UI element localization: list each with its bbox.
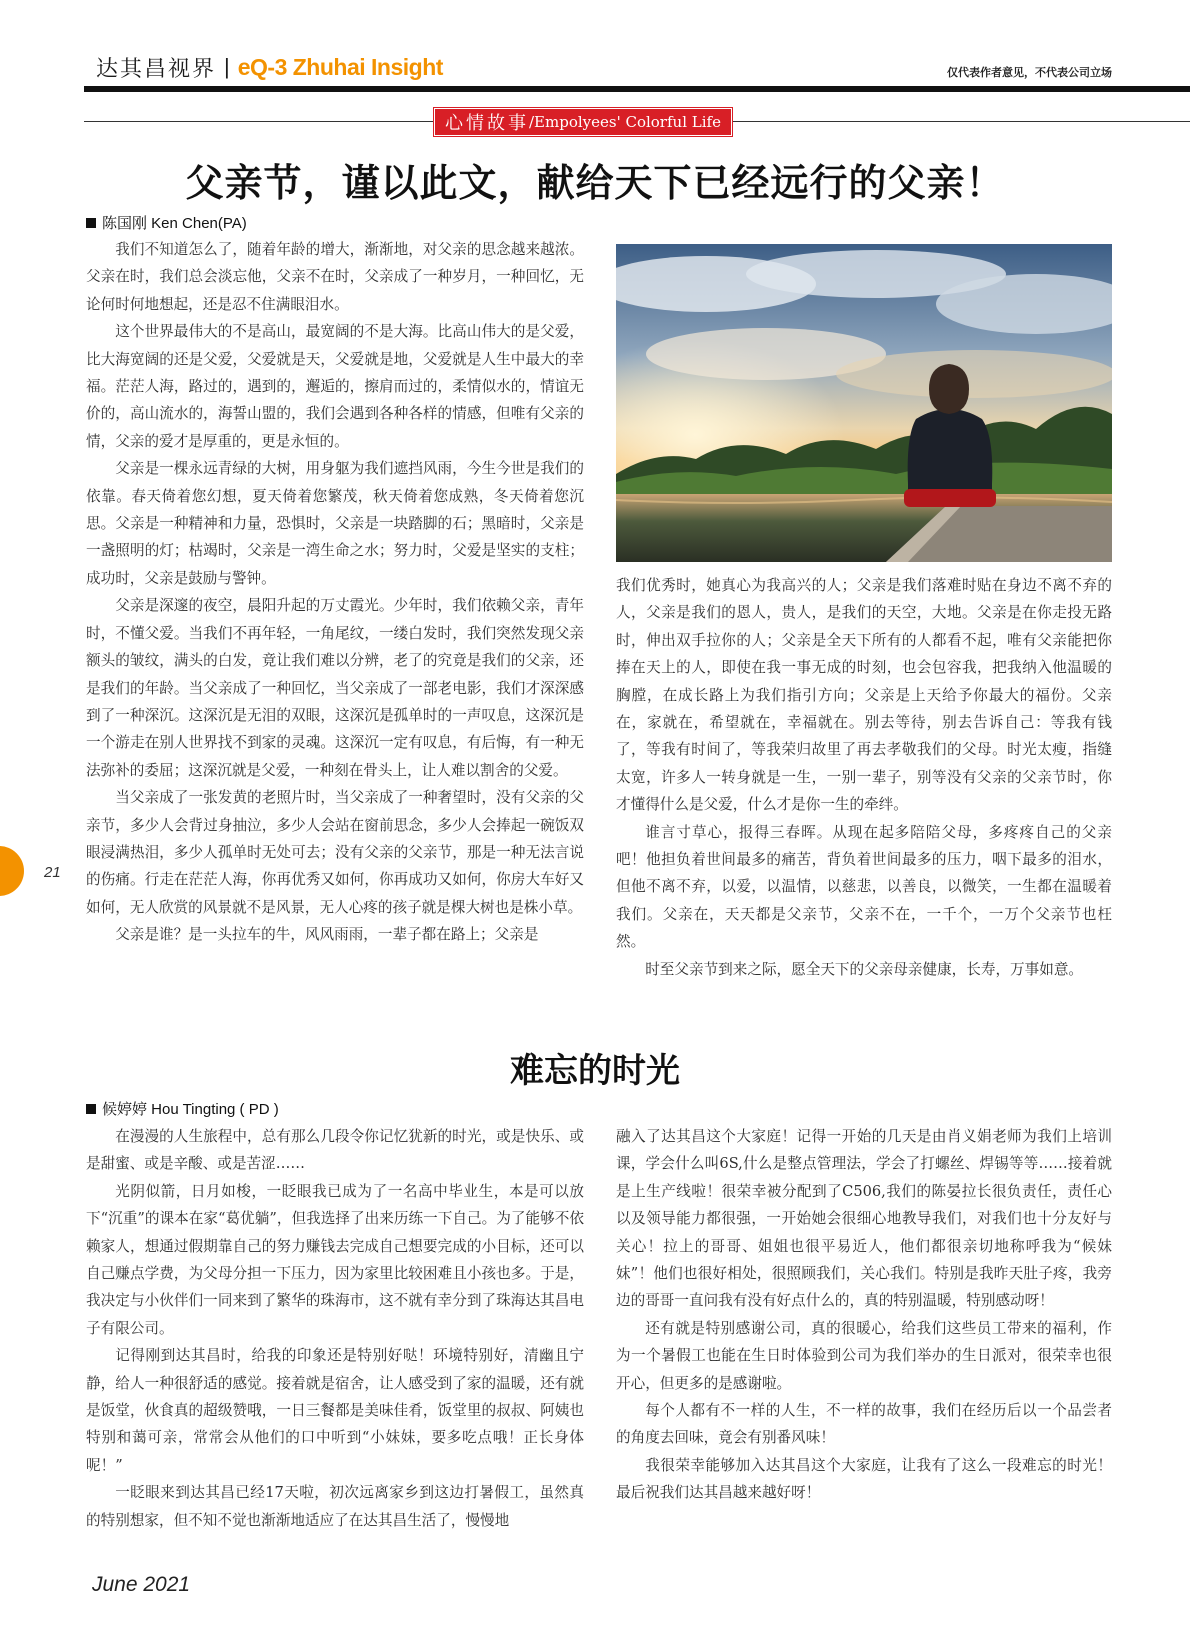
header-brand (96, 50, 443, 84)
section-banner-en: /Empolyees' Colorful Life (529, 113, 721, 131)
article1-paragraph: 父亲是一棵永远青绿的大树，用身躯为我们遮挡风雨，今生今世是我们的依靠。春天倚着您幻想，夏天倚着您繁茂，秋天倚着您成熟，冬天倚着您沉思。父亲是一种精神和力量，恐惧时，父亲是一块踏脚的石；黑暗时，父亲是一盏照明的灯；枯竭时，父亲是一湾生命之水；努力时，父爱是坚实的支柱；成功时，父亲是鼓励与警钟。 (86, 460, 584, 587)
article1-byline (86, 212, 247, 233)
article1-paragraph: 这个世界最伟大的不是高山，最宽阔的不是大海。比高山伟大的是父爱，比大海宽阔的还是父爱，父爱就是天，父爱就是地，父爱就是人生中最大的幸福。茫茫人海，路过的，遇到的，邂逅的，擦肩而过的，柔情似水的，情谊无价的，高山流水的，海誓山盟的，我们会遇到各种各样的情感，但唯有父亲的情，父亲的爱才是厚重的，更是永恒的。 (86, 323, 584, 450)
article1-right-column (616, 572, 1112, 1022)
header-rule (84, 86, 1190, 92)
page-number: 21 (44, 864, 61, 881)
brand-separator: | (224, 54, 230, 79)
article1-paragraph: 当父亲成了一张发黄的老照片时，当父亲成了一种奢望时，没有父亲的父亲节，多少人会背过身抽泣，多少人会站在窗前思念，多少人会捧起一碗饭双眼浸满热泪，多少人孤单时无处可去；没有父亲的父亲节，那是一种无法言说的伤痛。行走在茫茫人海，你再优秀又如何，你再成功又如何，你房大车好又如何，无人欣赏的风景就不是风景，无人心疼的孩子就是棵大树也是株小草。 (86, 789, 584, 916)
article1-paragraph: 我们优秀时，她真心为我高兴的人；父亲是我们落难时贴在身边不离不弃的人，父亲是我们的恩人，贵人，是我们的天空，大地。父亲是在你走投无路时，伸出双手拉你的人；父亲是全天下所有的人都看不起，唯有父亲能把你捧在天上的人，即使在我一事无成的时刻，也会包容我，把我纳入他温暖的胸膛，在成长路上为我们指引方向；父亲是上天给予你最大的福份。父亲在，家就在，希望就在，幸福就在。别去等待，别去告诉自己：等我有钱了，等我有时间了，等我荣归故里了再去孝敬我们的父母。时光太瘦，指缝太宽，许多人一转身就是一生，一别一辈子，别等没有父亲的父亲节时，你才懂得什么是父爱，什么才是你一生的牵绊。 (616, 577, 1112, 814)
article2-right-column (616, 1123, 1112, 1555)
photo-illustration (616, 244, 1112, 562)
article2-paragraph: 我很荣幸能够加入达其昌这个大家庭，让我有了这么一段难忘的时光！最后祝我们达其昌越来越好呀！ (616, 1456, 1112, 1502)
disclaimer: 仅代表作者意见，不代表公司立场 (947, 67, 1112, 79)
article2-byline (86, 1098, 279, 1119)
article1-title: 父亲节，谨以此文，献给天下已经远行的父亲！ (185, 160, 1005, 205)
brand-cn: 达其昌视界 (96, 56, 217, 82)
article2-paragraph: 融入了达其昌这个大家庭！记得一开始的几天是由肖义娟老师为我们上培训课，学会什么叫6S,什么是整点管理法，学会了打螺丝、焊锡等等……接着就是上生产线啦！很荣幸被分配到了C506,我们的陈晏拉长很负责任，责任心以及领导能力都很强，一开始她会很细心地教导我们，对我们也十分友好与关心！拉上的哥哥、姐姐也很平易近人，他们都很亲切地称呼我为“候妹妹”！他们也很好相处，很照顾我们，关心我们。特别是我昨天肚子疼，我旁边的哥哥一直问我有没有好点什么的，真的特别温暖，特别感动呀！ (616, 1128, 1112, 1310)
article1-left-column (86, 236, 584, 1016)
article1-paragraph: 父亲是谁？是一头拉车的牛，风风雨雨，一辈子都在路上；父亲是 (115, 926, 539, 944)
article1-paragraph: 父亲是深邃的夜空，晨阳升起的万丈霞光。少年时，我们依赖父亲，青年时，不懂父爱。当我们不再年轻，一角尾纹，一缕白发时，我们突然发现父亲额头的皱纹，满头的白发，竟让我们难以分辨，老了的究竟是我们的父亲，还是我们的年龄。当父亲成了一种回忆，当父亲成了一部老电影，我们才深深感到了一种深沉。这深沉是无泪的双眼，这深沉是孤单时的一声叹息，这深沉是一个游走在别人世界找不到家的灵魂。这深沉一定有叹息，有后悔，有一种无法弥补的委屈；这深沉就是父爱，一种刻在骨头上，让人难以割舍的父爱。 (86, 597, 584, 779)
issue-date: June 2021 (92, 1573, 191, 1596)
article2-paragraph: 每个人都有不一样的人生，不一样的故事，我们在经历后以一个品尝者的角度去回味，竟会有别番风味！ (616, 1402, 1112, 1447)
section-banner-cn: 心情故事 (445, 113, 529, 134)
article2-author: 候婷婷 Hou Tingting ( PD ) (102, 1101, 279, 1118)
article2-paragraph: 记得刚到达其昌时，给我的印象还是特别好哒！环境特别好，清幽且宁静，给人一种很舒适的感觉。接着就是宿舍，让人感受到了家的温暖，还有就是饭堂，伙食真的超级赞哦，一日三餐都是美味佳肴，饭堂里的叔叔、阿姨也特别和蔼可亲，常常会从他们的口中听到“小妹妹，要多吃点哦！正长身体呢！” (86, 1347, 584, 1474)
article1-paragraph: 时至父亲节到来之际，愿全天下的父亲母亲健康，长寿，万事如意。 (645, 960, 1084, 978)
article1-paragraph: 我们不知道怎么了，随着年龄的增大，渐渐地，对父亲的思念越来越浓。父亲在时，我们总会淡忘他，父亲不在时，父亲成了一种岁月，一种回忆，无论何时何地想起，还是忍不住满眼泪水。 (86, 241, 584, 313)
square-bullet-icon (86, 1104, 96, 1114)
section-banner (434, 108, 732, 136)
page-tab-marker (0, 846, 24, 896)
father-sunset-photo (616, 244, 1112, 562)
square-bullet-icon (86, 218, 96, 228)
article2-paragraph: 一眨眼来到达其昌已经17天啦，初次远离家乡到这边打暑假工，虽然真的特别想家，但不知不觉也渐渐地适应了在达其昌生活了，慢慢地 (86, 1484, 584, 1529)
article1-paragraph: 谁言寸草心，报得三春晖。从现在起多陪陪父母，多疼疼自己的父亲吧！他担负着世间最多的痛苦，背负着世间最多的压力，咽下最多的泪水，但他不离不弃，以爱，以温情，以慈悲，以善良，以微笑，一生都在温暖着我们。父亲在，天天都是父亲节，父亲不在，一千个，一万个父亲节也枉然。 (616, 823, 1112, 951)
article2-paragraph: 光阴似箭，日月如梭，一眨眼我已成为了一名高中毕业生，本是可以放下“沉重”的课本在家“葛优躺”，但我选择了出来历练一下自己。为了能够不依赖家人，想通过假期靠自己的努力赚钱去完成自己想要完成的小目标，还可以自己赚点学费，为父母分担一下压力，因为家里比较困难且小孩也多。于是，我决定与小伙伴们一同来到了繁华的珠海市，这不就有幸分到了珠海达其昌电子有限公司。 (86, 1182, 584, 1337)
article2-paragraph: 在漫漫的人生旅程中，总有那么几段令你记忆犹新的时光，或是快乐、或是甜蜜、或是辛酸、或是苦涩…… (86, 1128, 584, 1173)
article1-author: 陈国刚 Ken Chen(PA) (102, 215, 247, 232)
brand-en: eQ-3 Zhuhai Insight (237, 53, 443, 80)
article2-left-column (86, 1123, 584, 1555)
article2-paragraph: 还有就是特别感谢公司，真的很暖心，给我们这些员工带来的福利，作为一个暑假工也能在生日时体验到公司为我们举办的生日派对，很荣幸也很开心，但更多的是感谢啦。 (616, 1319, 1112, 1392)
article2-title: 难忘的时光 (510, 1051, 680, 1091)
